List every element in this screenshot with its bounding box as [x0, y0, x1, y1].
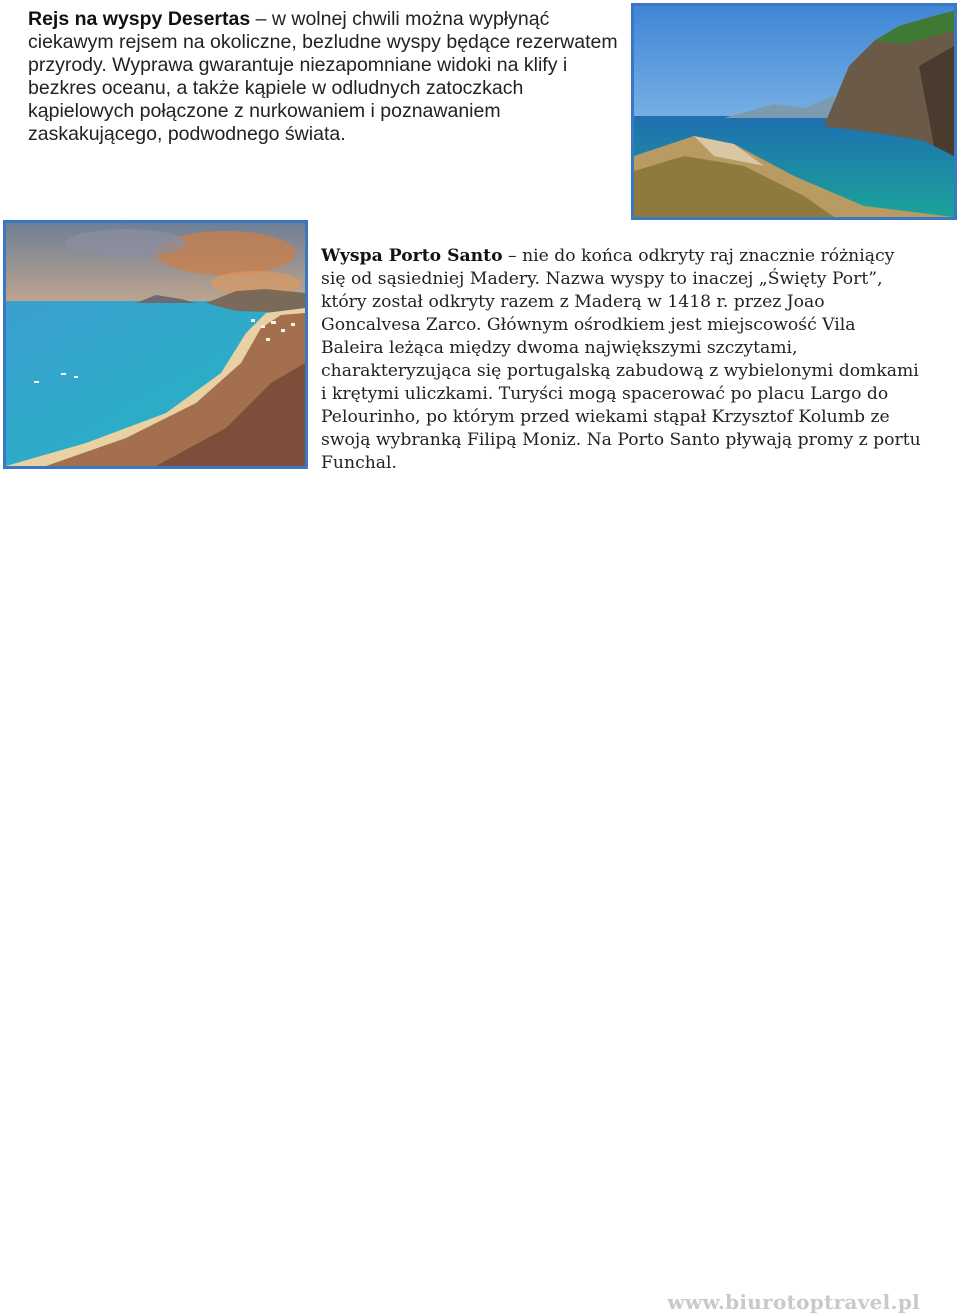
desertas-paragraph — [28, 8, 628, 146]
desertas-title: Rejs na wyspy Desertas — [28, 8, 251, 30]
porto-santo-title: Wyspa Porto Santo — [321, 246, 503, 266]
desertas-cliffs-photo — [631, 3, 957, 220]
porto-santo-text: – nie do końca odkryty raj znacznie różniący się od sąsiedniej Madery. Nazwa wyspy to inaczej „Święty Port”, który został odkryty razem z Maderą w 1418 r. przez Joao Goncalvesa Zarco. Głównym ośrodkiem jest miejscowość Vila Baleira leżąca między dwoma największymi szczytami, charakteryzująca się portugalską zabudową z wybielonymi domkami i krętymi uliczkami. Turyści mogą spacerować po placu Largo do Pelourinho, po którym przed wiekami stąpał Krzysztof Kolumb ze swoją wybranką Filipą Moniz. Na Porto Santo pływają promy z portu Funchal. — [321, 246, 921, 473]
desertas-text: – w wolnej chwili można wypłynąć ciekawym rejsem na okoliczne, bezludne wyspy będące rezerwatem przyrody. Wyprawa gwarantuje niezapomniane widoki na klify i bezkres oceanu, a także kąpiele w odludnych zatoczkach kąpielowych połączone z nurkowaniem i poznawaniem zaskakującego, podwodnego świata. — [28, 8, 618, 145]
porto-santo-beach-photo — [3, 220, 308, 469]
porto-santo-paragraph — [321, 245, 921, 475]
footer-website: www.biurotoptravel.pl — [667, 1290, 920, 1314]
